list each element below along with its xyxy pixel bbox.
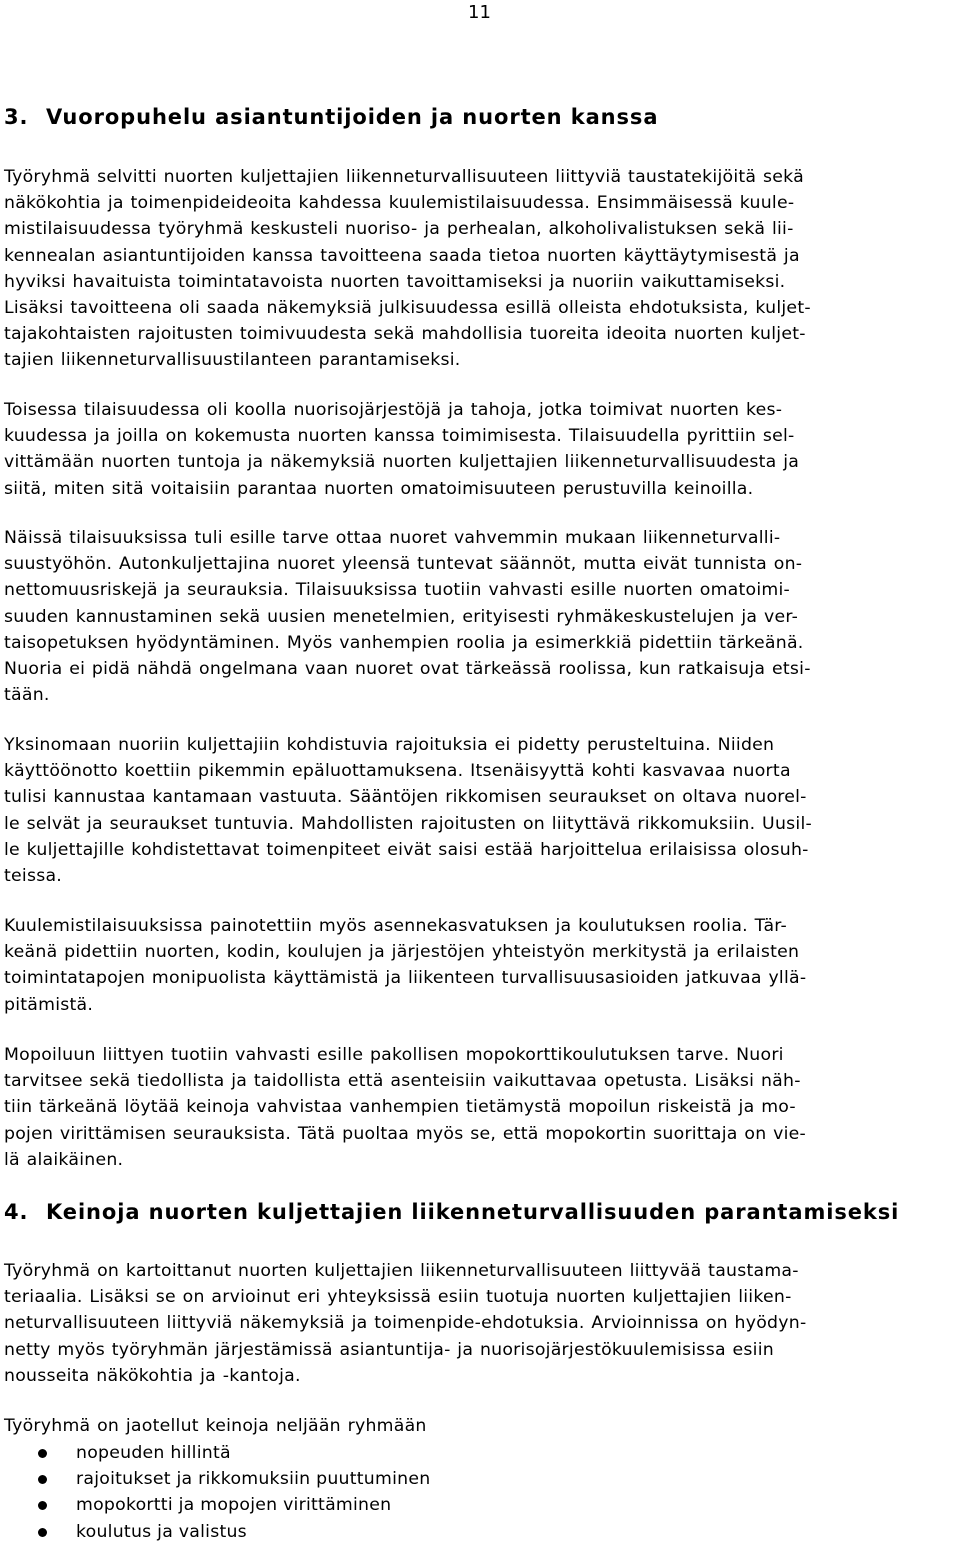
text-line: teriaalia. Lisäksi se on arvioinut eri yhteyksissä esiin tuotuja nuorten kuljettajien liiken- — [4, 1287, 792, 1308]
text-line: käyttöönotto koettiin pikemmin epäluottamuksena. Itsenäisyyttä kohti kasvavaa nuorta — [4, 761, 791, 782]
section-3-paragraph-3 — [4, 525, 954, 708]
text-line: Mopoiluun liittyen tuotiin vahvasti esille pakollisen mopokorttikoulutuksen tarve. Nuori — [4, 1045, 784, 1065]
text-line: tulisi kannustaa kantamaan vastuuta. Sääntöjen rikkomisen seuraukset on oltava nuorel- — [4, 787, 807, 808]
text-line: pitämistä. — [4, 994, 94, 1015]
text-line: tajien liikenneturvallisuustilanteen parantamiseksi. — [4, 350, 461, 371]
text-line: Työryhmä on jaotellut keinoja neljään ryhmään — [4, 1416, 427, 1436]
list-item — [4, 1519, 430, 1545]
text-line: neturvallisuuteen liittyviä näkemyksiä ja toimenpide-ehdotuksia. Arvioinnissa on hyödyn- — [4, 1313, 807, 1334]
section-4-heading — [4, 1199, 899, 1225]
section-3-paragraph-4 — [4, 732, 954, 889]
section-3-heading — [4, 104, 658, 130]
text-line: netty myös työryhmän järjestämissä asiantuntija- ja nuorisojärjestökuulemisissa esiin — [4, 1339, 774, 1360]
section-3-paragraph-2 — [4, 397, 954, 502]
bullet-icon — [38, 1501, 47, 1510]
text-line: pojen virittämisen seurauksista. Tätä puoltaa myös se, että mopokortin suorittaja on vie- — [4, 1123, 807, 1144]
text-line: Kuulemistilaisuuksissa painotettiin myös asennekasvatuksen ja koulutuksen roolia. Tär- — [4, 916, 788, 936]
text-line: lä alaikäinen. — [4, 1149, 124, 1170]
bullet-icon — [38, 1475, 47, 1484]
text-line: tään. — [4, 685, 50, 706]
list-item-label: koulutus ja valistus — [76, 1521, 247, 1542]
text-line: suustyöhön. Autonkuljettajina nuoret yleensä tuntevat säännöt, mutta eivät tunnista on- — [4, 554, 803, 575]
text-line: Työryhmä on kartoittanut nuorten kuljettajien liikenneturvallisuuteen liittyvää taustama- — [4, 1261, 799, 1281]
text-line: siitä, miten sitä voitaisiin parantaa nuorten omatoimisuuteen perustuvilla keinoilla. — [4, 478, 754, 499]
text-line: suuden kannustaminen sekä uusien menetelmien, erityisesti ryhmäkeskustelujen ja ver- — [4, 606, 799, 627]
section-4-paragraph-1 — [4, 1258, 954, 1389]
section-3-paragraph-6 — [4, 1042, 954, 1173]
bullet-icon — [38, 1528, 47, 1537]
list-item-label: rajoitukset ja rikkomuksiin puuttuminen — [76, 1469, 431, 1490]
text-line: nousseita näkökohtia ja -kantoja. — [4, 1365, 301, 1386]
text-line: Työryhmä selvitti nuorten kuljettajien liikenneturvallisuuteen liittyviä taustatekijöitä sekä — [4, 167, 804, 187]
text-line: kennealan asiantuntijoiden kanssa tavoitteena saada tietoa nuorten käyttäytymisestä ja — [4, 245, 800, 266]
text-line: kuudessa ja joilla on kokemusta nuorten kanssa toimimisesta. Tilaisuudella pyrittiin sel- — [4, 426, 795, 447]
list-intro — [4, 1413, 954, 1439]
section-3-number: 3. — [4, 105, 29, 129]
section-3-paragraph-5 — [4, 913, 954, 1018]
text-line: toimintatapojen monipuolista käyttämistä ja liikenteen turvallisuusasioiden jatkuvaa yllä- — [4, 968, 807, 989]
text-line: näkökohtia ja toimenpideideoita kahdessa kuulemistilaisuudessa. Ensimmäisessä kuule- — [4, 193, 795, 214]
measures-list — [4, 1440, 430, 1545]
text-line: Toisessa tilaisuudessa oli koolla nuorisojärjestöjä ja tahoja, jotka toimivat nuorten kes- — [4, 400, 783, 420]
text-line: le selvät ja seuraukset tuntuvia. Mahdollisten rajoitusten on liityttävä rikkomuksiin. Uusil- — [4, 813, 812, 834]
text-line: tajakohtaisten rajoitusten toimivuudesta sekä mahdollisia tuoreita ideoita nuorten kuljet- — [4, 324, 806, 345]
text-line: mistilaisuudessa työryhmä keskusteli nuoriso- ja perhealan, alkoholivalistuksen sekä lii- — [4, 219, 794, 240]
text-line: le kuljettajille kohdistettavat toimenpiteet eivät saisi estää harjoittelua erilaisissa olosuh- — [4, 839, 809, 860]
page-number: 11 — [468, 2, 491, 23]
list-item — [4, 1466, 430, 1492]
list-item-label: nopeuden hillintä — [76, 1443, 231, 1463]
text-line: Nuoria ei pidä nähdä ongelmana vaan nuoret ovat tärkeässä roolissa, kun ratkaisuja etsi- — [4, 659, 811, 680]
section-4-title: Keinoja nuorten kuljettajien liikenneturvallisuuden parantamiseksi — [46, 1200, 900, 1224]
text-line: Lisäksi tavoitteena oli saada näkemyksiä julkisuudessa esillä olleista ehdotuksista, kuljet- — [4, 298, 811, 319]
section-3-paragraph-1 — [4, 164, 954, 374]
text-line: keänä pidettiin nuorten, kodin, koulujen ja järjestöjen yhteistyön merkitystä ja erilaisten — [4, 942, 800, 963]
section-4-number: 4. — [4, 1200, 29, 1224]
list-item — [4, 1440, 430, 1466]
text-line: hyviksi havaituista toimintatavoista nuorten tavoittamiseksi ja nuoriin vaikuttamiseksi. — [4, 271, 786, 292]
text-line: taisopetuksen hyödyntäminen. Myös vanhempien roolia ja esimerkkiä pidettiin tärkeänä. — [4, 632, 804, 653]
text-line: Yksinomaan nuoriin kuljettajiin kohdistuvia rajoituksia ei pidetty perusteltuina. Niiden — [4, 735, 775, 755]
text-line: nettomuusriskejä ja seurauksia. Tilaisuuksissa tuotiin vahvasti esille nuorten omatoimi- — [4, 580, 791, 601]
bullet-icon — [38, 1449, 47, 1458]
text-line: teissa. — [4, 866, 63, 887]
text-line: Näissä tilaisuuksissa tuli esille tarve ottaa nuoret vahvemmin mukaan liikenneturvalli- — [4, 528, 781, 548]
text-line: tiin tärkeänä löytää keinoja vahvistaa vanhempien tietämystä mopoilun riskeistä ja mo- — [4, 1097, 796, 1118]
text-line: vittämään nuorten tuntoja ja näkemyksiä nuorten kuljettajien liikenneturvallisuudesta ja — [4, 452, 800, 473]
list-item-label: mopokortti ja mopojen virittäminen — [76, 1495, 392, 1516]
text-line: tarvitsee sekä tiedollista ja taidollista että asenteisiin vaikuttavaa opetusta. Lisäksi näh- — [4, 1071, 801, 1092]
list-item — [4, 1492, 430, 1518]
section-3-title: Vuoropuhelu asiantuntijoiden ja nuorten kanssa — [46, 105, 659, 129]
